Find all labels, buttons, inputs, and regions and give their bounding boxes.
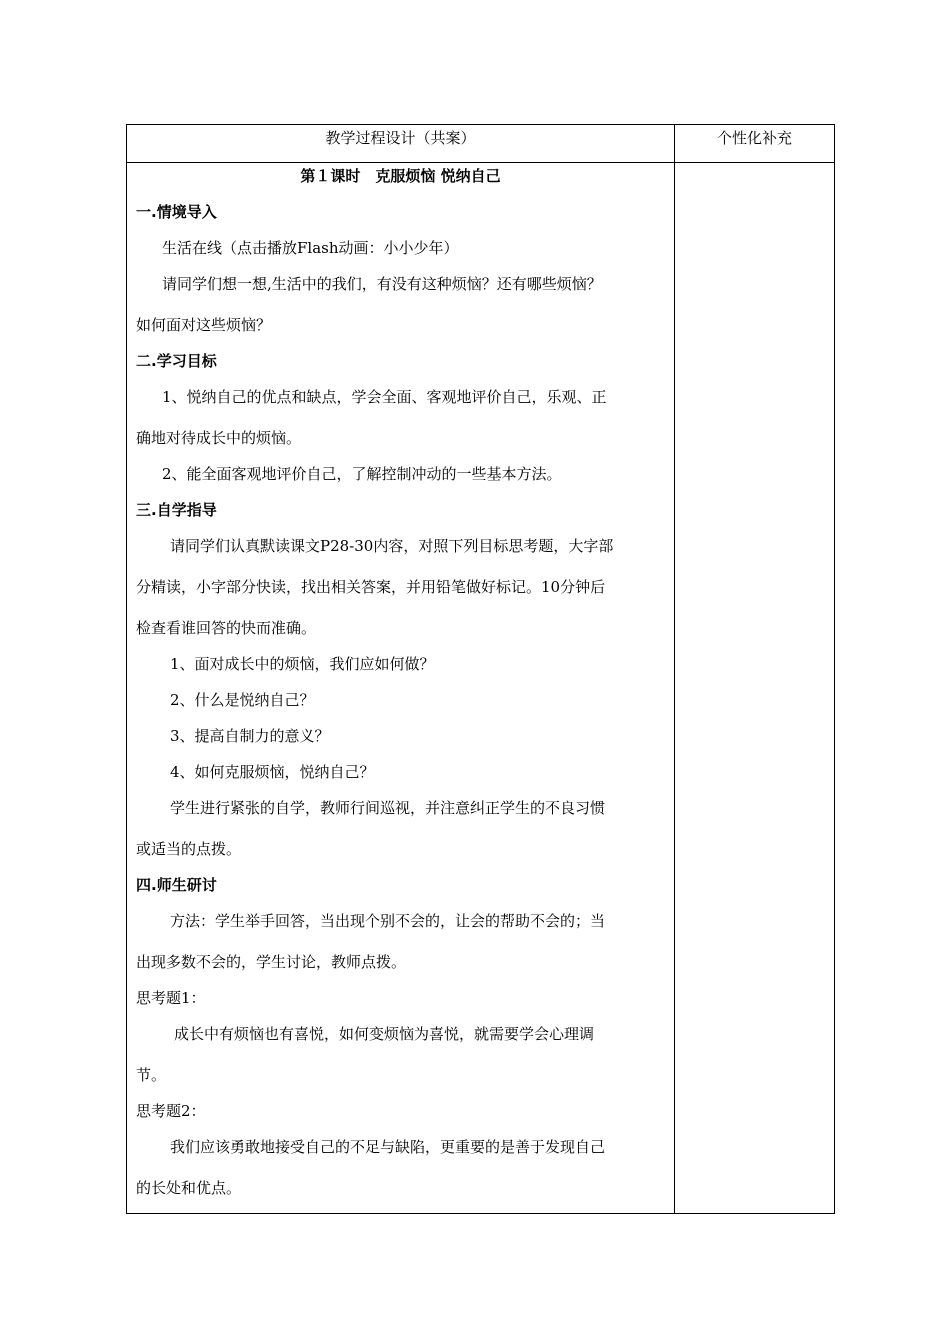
header-divider <box>126 162 835 163</box>
paragraph-line: 请同学们想一想,生活中的我们，有没有这种烦恼？还有哪些烦恼？ <box>162 275 602 293</box>
question-label: 思考题1： <box>136 989 206 1007</box>
header-left-cell: 教学过程设计（共案） <box>325 129 476 147</box>
section-heading-discussion: 四.师生研讨 <box>136 876 217 894</box>
paragraph-line: 生活在线（点击播放Flash动画：小小少年） <box>162 239 459 257</box>
paragraph-line: 节。 <box>136 1066 167 1084</box>
paragraph-line: 如何面对这些烦恼？ <box>136 316 272 334</box>
paragraph-line: 成长中有烦恼也有喜悦，如何变烦恼为喜悦，就需要学会心理调 <box>174 1025 595 1043</box>
paragraph-line: 的长处和优点。 <box>136 1179 242 1197</box>
question-item: 4、如何克服烦恼，悦纳自己？ <box>170 763 375 781</box>
section-heading-self-study: 三.自学指导 <box>136 501 217 519</box>
question-item: 3、提高自制力的意义？ <box>170 727 330 745</box>
paragraph-line: 或适当的点拨。 <box>136 840 242 858</box>
paragraph-line: 1、悦纳自己的优点和缺点，学会全面、客观地评价自己，乐观、正 <box>162 388 607 406</box>
section-heading-intro: 一.情境导入 <box>136 203 217 221</box>
paragraph-line: 学生进行紧张的自学，教师行间巡视，并注意纠正学生的不良习惯 <box>170 799 606 817</box>
question-item: 2、什么是悦纳自己？ <box>170 691 315 709</box>
header-right-cell: 个性化补充 <box>716 129 792 147</box>
paragraph-line: 2、能全面客观地评价自己，了解控制冲动的一些基本方法。 <box>162 465 562 483</box>
question-item: 1、面对成长中的烦恼，我们应如何做？ <box>170 655 435 673</box>
paragraph-line: 我们应该勇敢地接受自己的不足与缺陷，更重要的是善于发现自己 <box>170 1138 606 1156</box>
paragraph-line: 检查看谁回答的快而准确。 <box>136 619 317 637</box>
column-divider <box>674 124 675 1214</box>
question-label: 思考题2： <box>136 1102 206 1120</box>
paragraph-line: 确地对待成长中的烦恼。 <box>136 429 302 447</box>
lesson-title: 第１课时 克服烦恼 悦纳自己 <box>300 167 501 185</box>
section-heading-goals: 二.学习目标 <box>136 352 217 370</box>
paragraph-line: 分精读，小字部分快读，找出相关答案，并用铅笔做好标记。10分钟后 <box>136 578 606 596</box>
paragraph-line: 方法：学生举手回答，当出现个别不会的，让会的帮助不会的；当 <box>170 912 606 930</box>
paragraph-line: 请同学们认真默读课文P28-30内容，对照下列目标思考题，大字部 <box>170 537 614 555</box>
paragraph-line: 出现多数不会的，学生讨论，教师点拨。 <box>136 953 407 971</box>
